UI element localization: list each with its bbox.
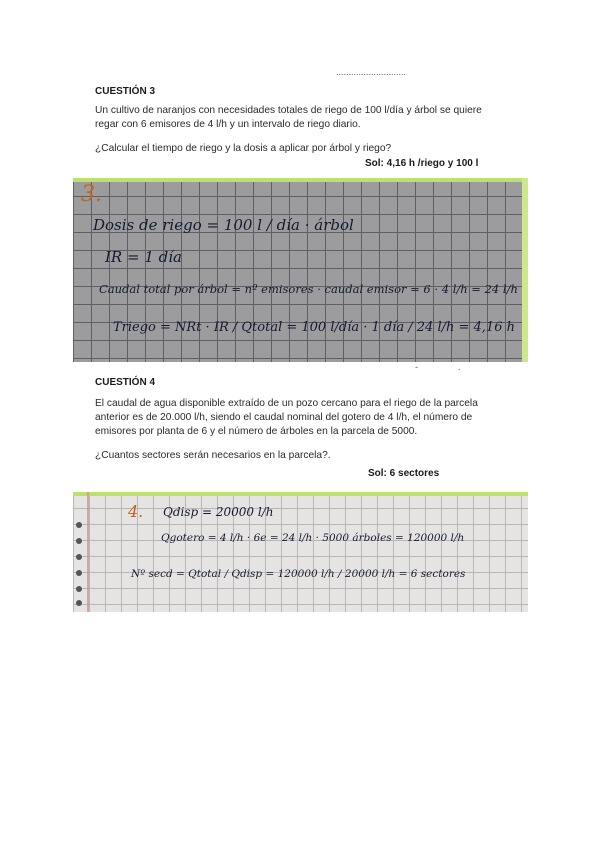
q4-heading: CUESTIÓN 4 — [95, 377, 156, 388]
q3-hand-line3: Caudal total por árbol = nº emisores · caudal emisor = 6 · 4 l/h = 24 l/h — [99, 282, 518, 296]
notebook-edge — [73, 492, 528, 496]
ring-hole — [76, 570, 82, 576]
q3-hand-number: 3. — [81, 182, 102, 207]
q4-hand-line1: Qdisp = 20000 l/h — [163, 505, 274, 519]
ring-hole — [76, 554, 82, 560]
q4-text-line3: emisores por planta de 6 y el número de árboles en la parcela de 5000. — [95, 426, 418, 437]
q3-question: ¿Calcular el tiempo de riego y la dosis a aplicar por árbol y riego? — [95, 143, 392, 154]
q4-hand-line3: Nº secd = Qtotal / Qdisp = 120000 l/h / 20000 l/h = 6 sectores — [131, 568, 466, 580]
ring-hole — [76, 522, 82, 528]
cut-off-header: ............................ — [336, 68, 407, 76]
q3-text-line2: regar con 6 emisores de 4 l/h y un intervalo de riego diario. — [95, 119, 361, 130]
notebook-margin — [87, 492, 89, 612]
notebook-edge — [73, 178, 528, 182]
q3-hand-line2: IR = 1 día — [105, 248, 182, 266]
q3-heading: CUESTIÓN 3 — [95, 86, 156, 97]
ring-hole — [76, 600, 82, 606]
ring-hole — [76, 538, 82, 544]
stray-mark: . — [458, 362, 461, 372]
q4-question: ¿Cuantos sectores serán necesarios en la parcela?. — [95, 450, 331, 461]
q3-solution: Sol: 4,16 h /riego y 100 l — [365, 158, 479, 169]
q4-hand-line2: Qgotero = 4 l/h · 6e = 24 l/h · 5000 árboles = 120000 l/h — [161, 532, 465, 544]
q3-hand-line4: Triego = NRt · IR / Qtotal = 100 l/día · 1 día / 24 l/h = 4,16 h — [113, 320, 515, 335]
q4-text-line2: anterior es de 20.000 l/h, siendo el caudal nominal del gotero de 4 l/h, el número de — [95, 412, 473, 423]
stray-mark: - — [415, 362, 418, 372]
q4-handwritten-photo — [73, 492, 528, 612]
q4-hand-number: 4. — [128, 502, 144, 521]
q3-text-line1: Un cultivo de naranjos con necesidades totales de riego de 100 l/día y árbol se quiere — [95, 105, 482, 116]
notebook-edge-right — [522, 178, 528, 362]
q4-solution: Sol: 6 sectores — [368, 468, 440, 479]
q3-hand-line1: Dosis de riego = 100 l / día · árbol — [93, 216, 354, 234]
q4-text-line1: El caudal de agua disponible extraído de un pozo cercano para el riego de la parcela — [95, 398, 478, 409]
q3-handwritten-photo — [73, 178, 528, 362]
ring-hole — [76, 586, 82, 592]
